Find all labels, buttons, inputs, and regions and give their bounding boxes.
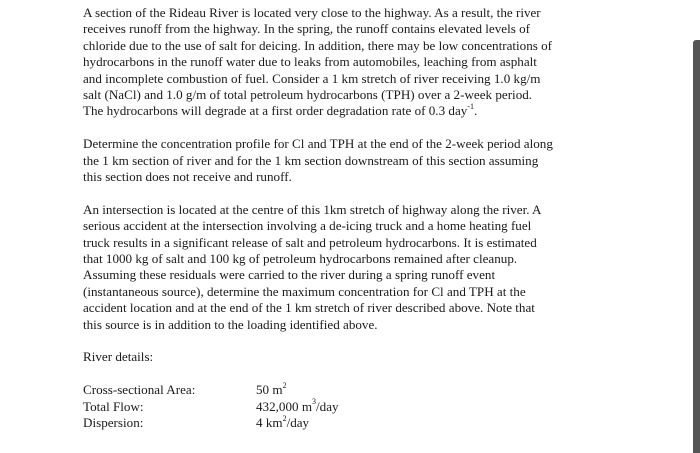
paragraph-2 <box>83 136 613 185</box>
p1-line-7 <box>83 103 477 118</box>
p3-line-6: (instantaneous source), determine the maximum concentration for Cl and TPH at the <box>83 283 526 299</box>
paragraph-spacer <box>83 185 613 201</box>
dispersion-value-text: 4 km <box>256 415 283 431</box>
p1-line-7-text: The hydrocarbons will degrade at a first order degradation rate of 0.3 day <box>83 103 468 119</box>
flow-label: Total Flow: <box>83 398 144 414</box>
paragraph-1 <box>83 5 613 120</box>
problem-document <box>83 5 613 432</box>
paragraph-spacer <box>83 333 613 349</box>
area-label: Cross-sectional Area: <box>83 382 196 398</box>
p2-line-1: Determine the concentration profile for Cl and TPH at the end of the 2-week period along <box>83 136 553 152</box>
paragraph-3 <box>83 202 613 333</box>
p2-line-2: the 1 km section of river and for the 1 km section downstream of this section assuming <box>83 152 539 168</box>
paragraph-spacer <box>83 120 613 136</box>
p3-line-7: accident location and at the end of the 1 km stretch of river described above. Note that <box>83 300 535 316</box>
p1-line-4: hydrocarbons in the runoff water due to leaks from automobiles, leaching from asphalt <box>83 54 537 70</box>
dispersion-label: Dispersion: <box>83 415 144 431</box>
details-row-area <box>83 382 613 398</box>
p3-line-5: Assuming these residuals were carried to the river during a spring runoff event <box>83 267 496 283</box>
flow-value-unit: /day <box>316 398 339 414</box>
river-details-heading: River details: <box>83 349 154 365</box>
p3-line-1: An intersection is located at the centre of this 1km stretch of highway along the river. A <box>83 201 542 217</box>
details-row-dispersion <box>83 415 613 431</box>
p1-line-7-exponent: -1 <box>467 102 474 112</box>
flow-value-text: 432,000 m <box>256 398 313 414</box>
p3-line-2: serious accident at the intersection involving a de-icing truck and a home heating fuel <box>83 218 532 234</box>
p2-line-3: this section does not receive and runoff. <box>83 169 292 185</box>
river-details-table <box>83 382 613 431</box>
p1-line-6: salt (NaCl) and 1.0 g/m of total petroleum hydrocarbons (TPH) over a 2-week period. <box>83 87 533 103</box>
area-value-text: 50 m <box>256 382 283 398</box>
p3-line-4: that 1000 kg of salt and 100 kg of petroleum hydrocarbons remained after cleanup. <box>83 251 518 267</box>
flow-value-exponent: 3 <box>312 397 317 407</box>
details-row-flow <box>83 399 613 415</box>
dispersion-value-unit: /day <box>286 415 310 431</box>
p3-line-3: truck results in a significant release of salt and petroleum hydrocarbons. It is estimated <box>83 234 537 250</box>
p1-line-1: A section of the Rideau River is located very close to the highway. As a result, the river <box>83 5 541 20</box>
vertical-scrollbar[interactable] <box>693 40 700 453</box>
area-value-exponent: 2 <box>282 380 287 390</box>
paragraph-spacer <box>83 366 613 382</box>
area-value <box>256 382 613 398</box>
dispersion-value <box>256 415 613 431</box>
p1-line-2: receives runoff from the highway. In the spring, the runoff contains elevated levels of <box>83 21 530 37</box>
p1-line-5: and incomplete combustion of fuel. Consider a 1 km stretch of river receiving 1.0 kg/m <box>83 70 541 86</box>
p1-line-7-end: . <box>473 103 478 119</box>
flow-value <box>256 399 613 415</box>
p1-line-3: chloride due to the use of salt for deicing. In addition, there may be low concentrations of <box>83 37 553 53</box>
p3-line-8: this source is in addition to the loading identified above. <box>83 316 378 332</box>
dispersion-value-exponent: 2 <box>282 413 287 423</box>
